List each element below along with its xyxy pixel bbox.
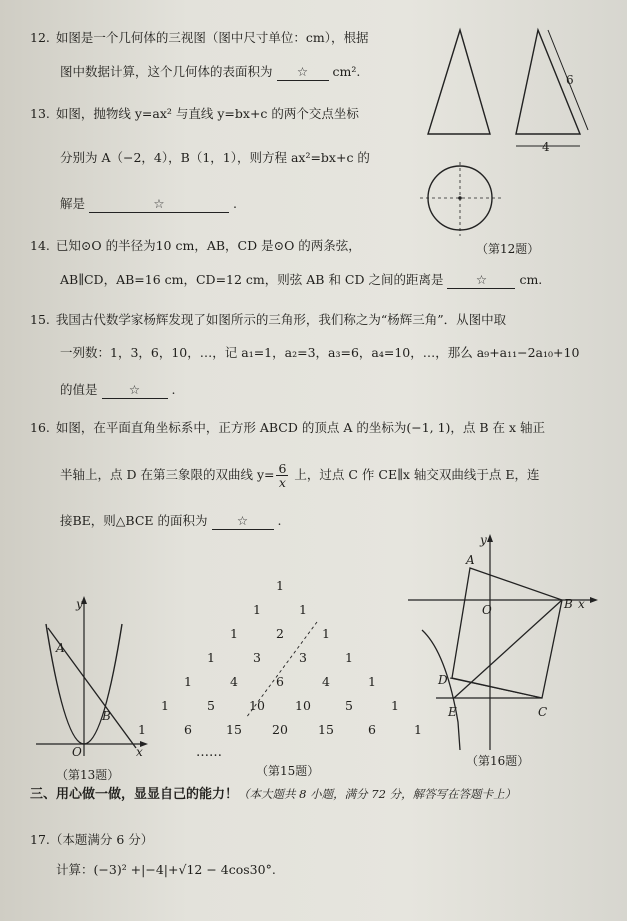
fig13-caption: （第13题） <box>56 768 120 782</box>
q13-answer-blank[interactable] <box>89 196 229 213</box>
q17-header: 17.（本题满分 6 分） <box>30 832 154 847</box>
section3-heading <box>30 786 516 803</box>
fig15-number: 6 <box>368 722 376 737</box>
svg-text:x: x <box>136 745 143 759</box>
fig15-number: 1 <box>345 650 353 665</box>
q16-line2: 半轴上，点 D 在第三象限的双曲线 y= $\frac{6}{x}$ 上，过点 C 作 CE∥x 轴交双曲线于点 E，连 <box>60 461 540 490</box>
fig15-number: 15 <box>226 722 242 737</box>
q15-line2: 一列数：1，3，6，10，…，记 a₁=1，a₂=3，a₃=6，a₄=10，…，那么 a₉+a₁₁−2a₁₀+10 <box>60 345 580 360</box>
q12-answer-blank[interactable] <box>277 64 329 81</box>
q13-line1: 13. 如图，抛物线 y=ax² 与直线 y=bx+c 的两个交点坐标 <box>30 106 359 121</box>
q17-calc: 计算：(−3)² +|−4|+√12 − 4cos30°. <box>56 862 276 877</box>
fig15-number: 6 <box>276 674 284 689</box>
fig12-caption: （第12题） <box>476 242 540 256</box>
fig15-number: 10 <box>249 698 265 713</box>
fig16-be-line <box>454 600 562 698</box>
star-icon: ☆ <box>475 272 488 287</box>
fig15-number: 1 <box>368 674 376 689</box>
fig12-front-view <box>428 30 490 134</box>
fig12-base-label: 4 <box>542 140 550 154</box>
fig15-dashed-diagonal <box>150 578 410 753</box>
svg-text:B: B <box>102 709 111 723</box>
svg-text:y: y <box>76 597 83 611</box>
fig15-number: 20 <box>272 722 288 737</box>
q15-line1: 15. 我国古代数学家杨辉发现了如图所示的三角形，我们称之为“杨辉三角”．从图中取 <box>30 312 507 327</box>
q12-number: 12. <box>30 30 50 45</box>
q16-line3: 接BE，则△BCE 的面积为 ☆ . <box>60 513 282 528</box>
svg-text:x: x <box>578 597 585 611</box>
q16-line1: 16. 如图，在平面直角坐标系中，正方形 ABCD 的顶点 A 的坐标为(−1, 1)，点 B 在 x 轴正 <box>30 420 546 435</box>
fig15-number: 5 <box>207 698 215 713</box>
q13-line3: 解是 ☆ . <box>60 196 237 211</box>
fig15-number: 1 <box>414 722 422 737</box>
q15-answer-blank[interactable] <box>102 382 168 399</box>
q15-line3: 的值是 ☆ . <box>60 382 176 397</box>
fig15-number: 2 <box>276 626 284 641</box>
q13-line2: 分别为 A（−2，4），B（1，1），则方程 ax²=bx+c 的 <box>60 150 370 165</box>
fig15-number: 5 <box>345 698 353 713</box>
q14-line2: AB∥CD，AB=16 cm，CD=12 cm，则弦 AB 和 CD 之间的距离是 ☆ cm. <box>60 272 543 287</box>
fig16-square <box>452 568 562 698</box>
fig15-number: 1 <box>138 722 146 737</box>
q16-answer-blank[interactable] <box>212 513 274 530</box>
svg-text:A: A <box>466 553 475 567</box>
fig15-number: 1 <box>161 698 169 713</box>
svg-text:D: D <box>438 673 448 687</box>
svg-text:A: A <box>56 641 65 655</box>
fig15-number: 1 <box>253 602 261 617</box>
fig15-ellipsis: …… <box>196 745 222 760</box>
svg-text:y: y <box>480 533 487 547</box>
q12-text1: 如图是一个几何体的三视图（图中尺寸单位：cm），根据 <box>55 30 369 45</box>
q17-expression: (−3)² +|−4|+√12 − 4cos30°. <box>93 862 276 877</box>
q16-fraction: $\frac{6}{x}$ <box>278 461 287 490</box>
fig15-number: 15 <box>318 722 334 737</box>
svg-text:O: O <box>72 745 82 759</box>
section3-note: （本大题共 8 小题，满分 72 分，解答写在答题卡上） <box>238 787 517 801</box>
section3-title: 三、用心做一做，显显自己的能力！ <box>30 787 239 802</box>
fig13-parabola-line <box>36 596 156 766</box>
fig15-number: 3 <box>299 650 307 665</box>
fig15-number: 4 <box>322 674 330 689</box>
fig16-hyperbola <box>422 630 460 750</box>
star-icon: ☆ <box>296 64 309 79</box>
q14-answer-blank[interactable] <box>447 272 515 289</box>
star-icon: ☆ <box>128 382 141 397</box>
fig15-number: 1 <box>299 602 307 617</box>
svg-text:B: B <box>564 597 573 611</box>
star-icon: ☆ <box>236 513 249 528</box>
svg-text:E: E <box>448 705 457 719</box>
fig12-three-views <box>420 22 600 242</box>
q14-line1: 14. 已知⊙O 的半径为10 cm，AB，CD 是⊙O 的两条弦， <box>30 238 361 253</box>
fig15-number: 4 <box>230 674 238 689</box>
svg-text:O: O <box>482 603 492 617</box>
fig15-number: 1 <box>391 698 399 713</box>
q12-line2: 图中数据计算，这个几何体的表面积为 ☆ cm². <box>60 64 361 79</box>
fig15-number: 1 <box>184 674 192 689</box>
fig16-square-hyperbola <box>402 532 612 754</box>
fig15-number: 1 <box>322 626 330 641</box>
fig15-number: 10 <box>295 698 311 713</box>
fig15-number: 6 <box>184 722 192 737</box>
fig15-caption: （第15题） <box>256 764 320 778</box>
fig16-caption: （第16题） <box>466 754 530 768</box>
fig15-number: 3 <box>253 650 261 665</box>
q12-line1 <box>30 30 369 46</box>
star-icon: ☆ <box>153 196 165 211</box>
fig15-number: 1 <box>276 578 284 593</box>
fig15-number: 1 <box>230 626 238 641</box>
fig15-number: 1 <box>207 650 215 665</box>
fig12-slant-label: 6 <box>566 73 574 87</box>
svg-text:C: C <box>538 705 548 719</box>
